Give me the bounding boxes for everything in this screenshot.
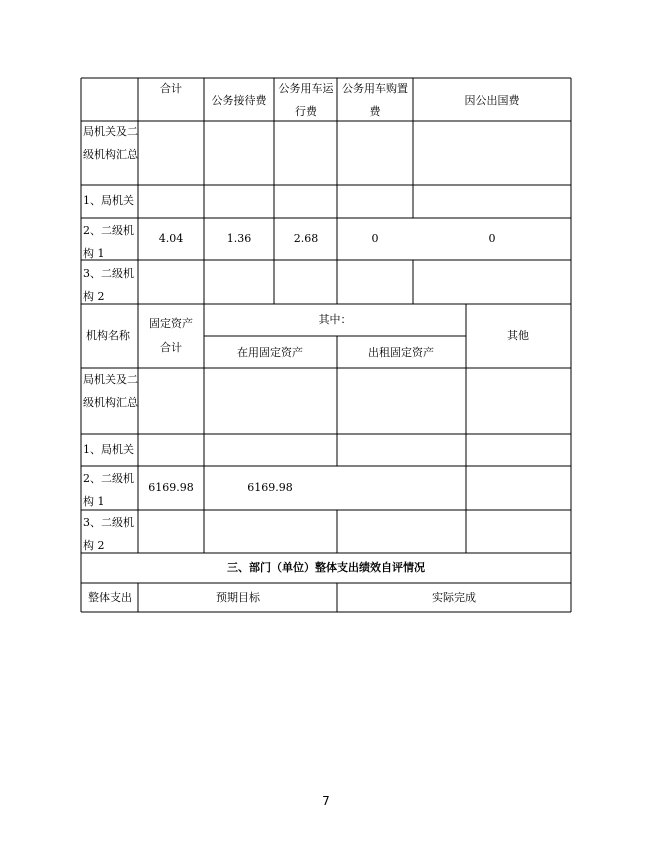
page-number: 7 [322, 794, 330, 808]
row2-label-sub1: 2、二级机构 1 [83, 472, 134, 508]
row-label-sub1: 2、二级机构 1 [83, 224, 134, 260]
header-fixed-asset: 固定资产 [149, 317, 193, 330]
header-org-name: 机构名称 [86, 329, 130, 342]
header-leased: 出租固定资产 [368, 346, 434, 359]
header-of-which: 其中： [318, 313, 352, 326]
cell2-sub1-in-use: 6169.98 [247, 481, 293, 494]
row2-label-summary: 局机关及二级机构汇总 [83, 373, 138, 409]
header-other: 其他 [507, 329, 529, 342]
row2-label-sub2: 3、二级机构 2 [83, 516, 134, 552]
cell-sub1-abroad: 0 [488, 232, 496, 245]
header-fixed-asset-total: 合计 [160, 341, 182, 354]
header-total: 合计 [160, 82, 182, 95]
cell-sub1-vehicle-buy: 0 [371, 232, 379, 245]
header-actual-completion: 实际完成 [432, 591, 476, 604]
header-expected-goal: 预期目标 [216, 591, 260, 604]
cell-sub1-reception: 1.36 [226, 232, 252, 245]
header-in-use: 在用固定资产 [237, 346, 303, 359]
header-vehicle-purchase: 公务用车购置费 [342, 82, 408, 118]
section3-title: 三、部门（单位）整体支出绩效自评情况 [227, 561, 425, 574]
cell2-sub1-total: 6169.98 [148, 481, 194, 494]
header-vehicle-operation: 公务用车运行费 [278, 82, 334, 118]
row2-label-bureau: 1、局机关 [83, 443, 134, 456]
row-label-sub2: 3、二级机构 2 [83, 267, 134, 303]
header-overall-expenditure: 整体支出 [88, 591, 132, 604]
header-abroad: 因公出国费 [464, 94, 520, 107]
cell-sub1-total: 4.04 [158, 232, 184, 245]
row-label-summary: 局机关及二级机构汇总 [83, 125, 138, 161]
row-label-bureau: 1、局机关 [83, 194, 134, 207]
header-reception: 公务接待费 [211, 94, 267, 107]
cell-sub1-vehicle-op: 2.68 [293, 232, 319, 245]
